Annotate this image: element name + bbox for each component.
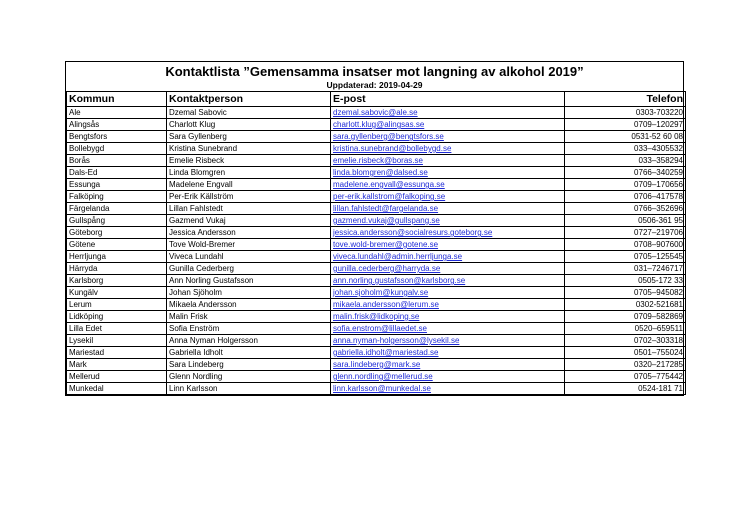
- cell-email-link[interactable]: viveca.lundahl@admin.herrljunga.se: [331, 251, 565, 263]
- cell-telefon: 0506-361 95: [565, 215, 686, 227]
- table-header-row: [67, 92, 686, 107]
- table-row: [67, 287, 686, 299]
- cell-kontaktperson: Tove Wold-Bremer: [167, 239, 331, 251]
- cell-email-link[interactable]: sara.lindeberg@mark.se: [331, 359, 565, 371]
- cell-kontaktperson: Jessica Andersson: [167, 227, 331, 239]
- cell-telefon: 0708–907600: [565, 239, 686, 251]
- cell-kontaktperson: Per-Erik Källström: [167, 191, 331, 203]
- cell-kommun: Lysekil: [67, 335, 167, 347]
- cell-telefon: 0702–303318: [565, 335, 686, 347]
- cell-email-link[interactable]: tove.wold-bremer@gotene.se: [331, 239, 565, 251]
- table-row: [67, 251, 686, 263]
- cell-kontaktperson: Gabriella Idholt: [167, 347, 331, 359]
- cell-telefon: 0531-52 60 08: [565, 131, 686, 143]
- cell-telefon: 0727–219706: [565, 227, 686, 239]
- table-row: [67, 119, 686, 131]
- table-row: [67, 191, 686, 203]
- header-kontaktperson: Kontaktperson: [167, 92, 331, 107]
- cell-telefon: 0303-703220: [565, 107, 686, 119]
- cell-email-link[interactable]: sofia.enstrom@lillaedet.se: [331, 323, 565, 335]
- table-row: [67, 311, 686, 323]
- cell-kontaktperson: Kristina Sunebrand: [167, 143, 331, 155]
- cell-email-link[interactable]: jessica.andersson@socialresurs.goteborg.se: [331, 227, 565, 239]
- updated-date: Uppdaterad: 2019-04-29: [326, 80, 423, 90]
- cell-email-link[interactable]: emelie.risbeck@boras.se: [331, 155, 565, 167]
- cell-telefon: 0705–775442: [565, 371, 686, 383]
- cell-email-link[interactable]: malin.frisk@lidkoping.se: [331, 311, 565, 323]
- cell-telefon: 0766–352696: [565, 203, 686, 215]
- header-kommun: Kommun: [67, 92, 167, 107]
- table-row: [67, 335, 686, 347]
- table-row: [67, 323, 686, 335]
- cell-kommun: Mariestad: [67, 347, 167, 359]
- cell-kontaktperson: Dzemal Sabovic: [167, 107, 331, 119]
- table-row: [67, 239, 686, 251]
- cell-kontaktperson: Sara Lindeberg: [167, 359, 331, 371]
- cell-email-link[interactable]: johan.sjoholm@kungalv.se: [331, 287, 565, 299]
- cell-telefon: 0505-172 33: [565, 275, 686, 287]
- cell-kontaktperson: Glenn Nordling: [167, 371, 331, 383]
- cell-email-link[interactable]: glenn.nordling@mellerud.se: [331, 371, 565, 383]
- cell-kommun: Dals-Ed: [67, 167, 167, 179]
- cell-kommun: Götene: [67, 239, 167, 251]
- cell-kommun: Munkedal: [67, 383, 167, 395]
- cell-kommun: Essunga: [67, 179, 167, 191]
- cell-email-link[interactable]: mikaela.andersson@lerum.se: [331, 299, 565, 311]
- table-row: [67, 371, 686, 383]
- cell-kommun: Härryda: [67, 263, 167, 275]
- cell-telefon: 0320–217285: [565, 359, 686, 371]
- cell-telefon: 033–358294: [565, 155, 686, 167]
- cell-email-link[interactable]: charlott.klug@alingsas.se: [331, 119, 565, 131]
- cell-email-link[interactable]: gunilla.cederberg@harryda.se: [331, 263, 565, 275]
- cell-email-link[interactable]: ann.norling.gustafsson@karlsborg.se: [331, 275, 565, 287]
- contact-table: [66, 91, 686, 395]
- table-row: [67, 227, 686, 239]
- cell-email-link[interactable]: madelene.engvall@essunga.se: [331, 179, 565, 191]
- cell-kontaktperson: Linda Blomgren: [167, 167, 331, 179]
- table-row: [67, 299, 686, 311]
- cell-telefon: 0709–170656: [565, 179, 686, 191]
- cell-kommun: Karlsborg: [67, 275, 167, 287]
- cell-kontaktperson: Anna Nyman Holgersson: [167, 335, 331, 347]
- cell-kontaktperson: Johan Sjöholm: [167, 287, 331, 299]
- cell-telefon: 0501–755024: [565, 347, 686, 359]
- table-row: [67, 107, 686, 119]
- cell-telefon: 033–4305532: [565, 143, 686, 155]
- cell-telefon: 0524-181 71: [565, 383, 686, 395]
- cell-email-link[interactable]: gazmend.vukaj@gullspang.se: [331, 215, 565, 227]
- cell-kommun: Ale: [67, 107, 167, 119]
- cell-telefon: 0302-521681: [565, 299, 686, 311]
- cell-telefon: 0766–340259: [565, 167, 686, 179]
- table-row: [67, 131, 686, 143]
- cell-kontaktperson: Madelene Engvall: [167, 179, 331, 191]
- cell-kontaktperson: Linn Karlsson: [167, 383, 331, 395]
- cell-kommun: Gullspång: [67, 215, 167, 227]
- table-row: [67, 155, 686, 167]
- cell-kommun: Färgelanda: [67, 203, 167, 215]
- cell-email-link[interactable]: per-erik.kallstrom@falkoping.se: [331, 191, 565, 203]
- cell-email-link[interactable]: dzemal.sabovic@ale.se: [331, 107, 565, 119]
- cell-telefon: 0709–120297: [565, 119, 686, 131]
- cell-email-link[interactable]: anna.nyman-holgersson@lysekil.se: [331, 335, 565, 347]
- cell-kontaktperson: Malin Frisk: [167, 311, 331, 323]
- document-title: Kontaktlista ”Gemensamma insatser mot langning av alkohol 2019”: [165, 64, 584, 79]
- table-row: [67, 383, 686, 395]
- cell-telefon: 031–7246717: [565, 263, 686, 275]
- cell-kontaktperson: Viveca Lundahl: [167, 251, 331, 263]
- cell-kontaktperson: Ann Norling Gustafsson: [167, 275, 331, 287]
- cell-kontaktperson: Emelie Risbeck: [167, 155, 331, 167]
- table-row: [67, 275, 686, 287]
- cell-kontaktperson: Gazmend Vukaj: [167, 215, 331, 227]
- cell-email-link[interactable]: linn.karlsson@munkedal.se: [331, 383, 565, 395]
- table-row: [67, 143, 686, 155]
- table-row: [67, 263, 686, 275]
- cell-kommun: Lidköping: [67, 311, 167, 323]
- cell-telefon: 0706–417578: [565, 191, 686, 203]
- cell-kontaktperson: Gunilla Cederberg: [167, 263, 331, 275]
- cell-kommun: Mellerud: [67, 371, 167, 383]
- header-telefon: Telefon: [565, 92, 686, 107]
- cell-kommun: Göteborg: [67, 227, 167, 239]
- table-row: [67, 203, 686, 215]
- cell-kommun: Alingsås: [67, 119, 167, 131]
- table-row: [67, 359, 686, 371]
- cell-kontaktperson: Lillan Fahlstedt: [167, 203, 331, 215]
- cell-kommun: Bengtsfors: [67, 131, 167, 143]
- cell-kommun: Lerum: [67, 299, 167, 311]
- table-row: [67, 179, 686, 191]
- cell-telefon: 0705–125545: [565, 251, 686, 263]
- cell-kontaktperson: Sofia Enström: [167, 323, 331, 335]
- table-row: [67, 215, 686, 227]
- cell-email-link[interactable]: sara.gyllenberg@bengtsfors.se: [331, 131, 565, 143]
- cell-telefon: 0709–582869: [565, 311, 686, 323]
- cell-email-link[interactable]: linda.blomgren@dalsed.se: [331, 167, 565, 179]
- cell-email-link[interactable]: kristina.sunebrand@bollebygd.se: [331, 143, 565, 155]
- cell-kommun: Bollebygd: [67, 143, 167, 155]
- cell-kontaktperson: Charlott Klug: [167, 119, 331, 131]
- cell-kommun: Falköping: [67, 191, 167, 203]
- cell-telefon: 0705–945082: [565, 287, 686, 299]
- cell-kommun: Kungälv: [67, 287, 167, 299]
- cell-kommun: Herrljunga: [67, 251, 167, 263]
- cell-telefon: 0520–659511: [565, 323, 686, 335]
- table-row: [67, 347, 686, 359]
- cell-email-link[interactable]: gabriella.idholt@mariestad.se: [331, 347, 565, 359]
- cell-kommun: Mark: [67, 359, 167, 371]
- cell-kommun: Lilla Edet: [67, 323, 167, 335]
- cell-kontaktperson: Mikaela Andersson: [167, 299, 331, 311]
- header-e-post: E-post: [331, 92, 565, 107]
- cell-kontaktperson: Sara Gyllenberg: [167, 131, 331, 143]
- cell-email-link[interactable]: lillan.fahlstedt@fargelanda.se: [331, 203, 565, 215]
- table-row: [67, 167, 686, 179]
- cell-kommun: Borås: [67, 155, 167, 167]
- contact-list-sheet: [65, 61, 684, 396]
